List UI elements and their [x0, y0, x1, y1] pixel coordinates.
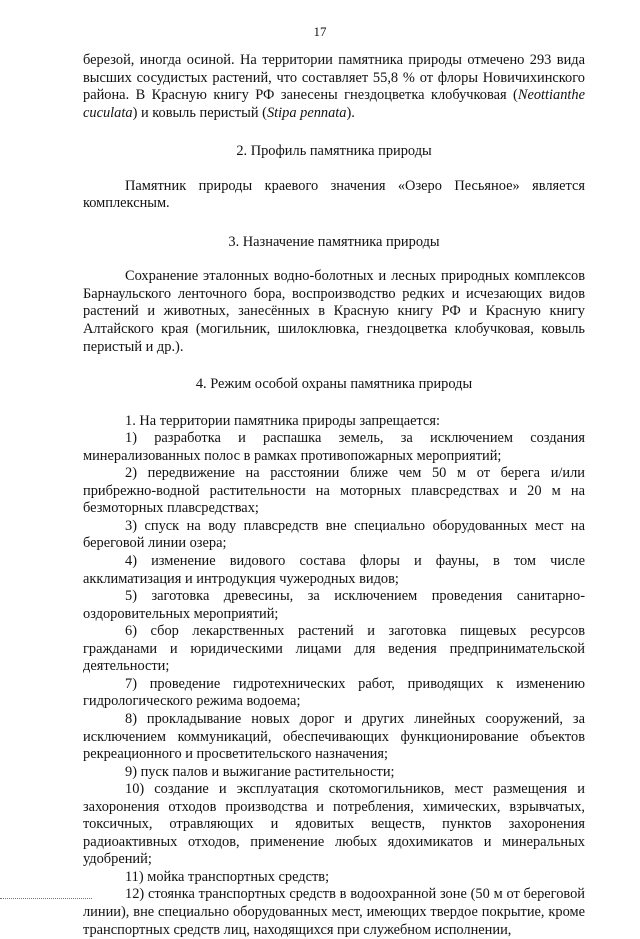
prohibition-item-9: 9) пуск палов и выжигание растительности;	[125, 763, 395, 780]
prohibition-item-8: 8) прокладывание новых дорог и других линейных сооружений, за исключением коммуникаций, обеспечивающих функционирование объектов рекреационного и просветительского назначения;	[83, 710, 585, 763]
section-3-text: Сохранение эталонных водно-болотных и лесных природных комплексов Барнаульского ленточного бора, воспроизводство редких и исчезающих видов растений и животных, занесённых в Красную книгу РФ и Красную книгу Алтайского края (могильник, шилоклювка, гнездоцветка клобучковая, ковыль перистый и др.).	[83, 268, 585, 355]
intro-text-2: ) и ковыль перистый (	[132, 104, 267, 121]
prohibition-item-6: 6) сбор лекарственных растений и заготовка пищевых ресурсов гражданами и юридическими лицами для ведения предпринимательской деятельности;	[83, 623, 585, 675]
scan-edge-mark	[0, 895, 92, 899]
section-3-heading: 3. Назначение памятника природы	[228, 233, 440, 250]
prohibition-item-1: 1) разработка и распашка земель, за исключением создания минерализованных полос в рамках противопожарных мероприятий;	[83, 430, 585, 464]
intro-paragraph	[83, 52, 585, 122]
section-4-heading: 4. Режим особой охраны памятника природы	[195, 376, 473, 393]
latin-name-stipa: Stipa pennata	[266, 104, 347, 121]
prohibition-item-10: 10) создание и эксплуатация скотомогильников, мест размещения и захоронения отходов производства и потребления, химических, взрывчатых, токсичных, отравляющих и ядовитых веществ, пунктов захоронения радиоактивных отходов, применение любых ядохимикатов и минеральных удобрений;	[83, 781, 585, 868]
prohibition-item-5: 5) заготовка древесины, за исключением проведения санитарно-оздоровительных мероприятий;	[83, 588, 585, 622]
prohibition-item-4: 4) изменение видового состава флоры и фауны, в том числе акклиматизация и интродукция чужеродных видов;	[83, 553, 585, 587]
prohibition-item-12: 12) стоянка транспортных средств в водоохранной зоне (50 м от береговой линии), вне специально оборудованных мест, имеющих твердое покрытие, кроме транспортных средств лиц, находящихся при служебном исполнении,	[83, 886, 585, 938]
latin-name-neottianthe: Neottianthe cuculata	[83, 87, 585, 121]
prohibition-item-3: 3) спуск на воду плавсредств вне специально оборудованных мест на береговой линии озера;	[83, 517, 585, 552]
section-4-intro: 1. На территории памятника природы запрещается:	[125, 412, 440, 429]
section-2-text: Памятник природы краевого значения «Озеро Песьяное» является комплексным.	[83, 177, 585, 212]
page-number: 17	[313, 24, 327, 39]
document-body	[83, 52, 585, 939]
prohibition-item-11: 11) мойка транспортных средств;	[125, 868, 330, 885]
intro-text-3: ).	[346, 104, 355, 121]
prohibition-item-2: 2) передвижение на расстоянии ближе чем 50 м от берега и/или прибрежно-водной растительности на моторных плавсредствах и 20 м на безмоторных плавсредствах;	[83, 465, 585, 517]
section-2-heading: 2. Профиль памятника природы	[236, 143, 432, 160]
prohibition-item-7: 7) проведение гидротехнических работ, приводящих к изменению гидрологического режима водоема;	[83, 675, 585, 710]
intro-text-1: березой, иногда осиной. На территории памятника природы отмечено 293 вида высших сосудистых растений, что составляет 55,8 % от флоры Новичихинского района. В Красную книгу РФ занесены гнездоцветка клобучковая (	[83, 52, 585, 104]
